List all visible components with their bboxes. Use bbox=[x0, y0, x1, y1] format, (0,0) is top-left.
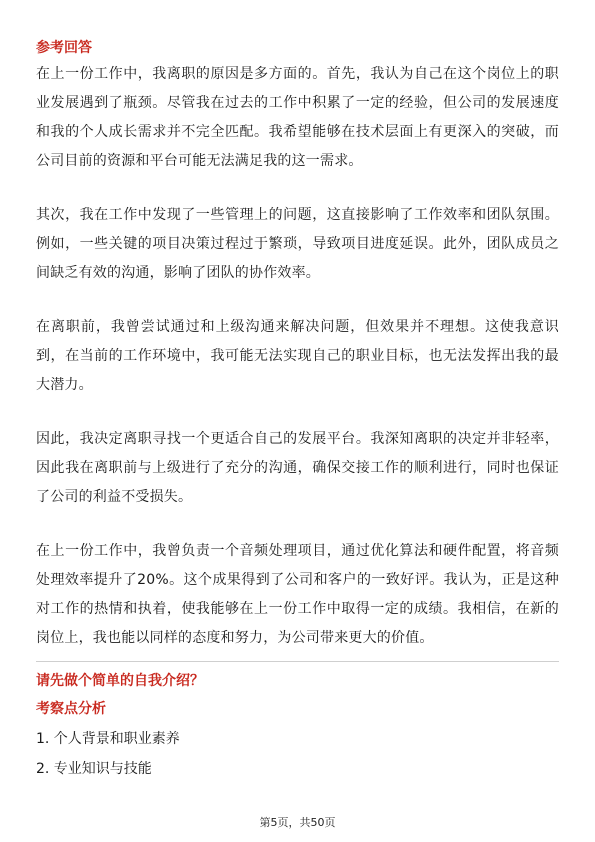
answer-paragraph-2: 其次，我在工作中发现了一些管理上的问题，这直接影响了工作效率和团队氛围。例如，一些关键的项目决策过程过于繁琐，导致项目进度延误。此外，团队成员之间缺乏有效的沟通，影响了团队的协作效率。 bbox=[36, 207, 559, 281]
analysis-heading: 考察点分析 bbox=[36, 701, 106, 717]
answer-paragraph-1: 在上一份工作中，我离职的原因是多方面的。首先，我认为自己在这个岗位上的职业发展遇到了瓶颈。尽管我在过去的工作中积累了一定的经验，但公司的发展速度和我的个人成长需求并不完全匹配。我希望能够在技术层面上有更深入的突破，而公司目前的资源和平台可能无法满足我的这一需求。 bbox=[36, 66, 559, 169]
answer-paragraph-4: 因此，我决定离职寻找一个更适合自己的发展平台。我深知离职的决定并非轻率，因此我在离职前与上级进行了充分的沟通，确保交接工作的顺利进行，同时也保证了公司的利益不受损失。 bbox=[36, 431, 559, 505]
analysis-item-1: 1. 个人背景和职业素养 bbox=[36, 731, 180, 747]
page-content bbox=[36, 38, 559, 784]
answer-heading: 参考回答 bbox=[36, 40, 92, 56]
answer-paragraph-3: 在离职前，我曾尝试通过和上级沟通来解决问题，但效果并不理想。这使我意识到，在当前的工作环境中，我可能无法实现自己的职业目标，也无法发挥出我的最大潜力。 bbox=[36, 319, 559, 393]
page-number-footer: 第5页，共50页 bbox=[259, 816, 336, 829]
analysis-list bbox=[36, 724, 559, 784]
next-question: 请先做个简单的自我介绍？ bbox=[36, 673, 204, 689]
answer-paragraph-5: 在上一份工作中，我曾负责一个音频处理项目，通过优化算法和硬件配置，将音频处理效率提升了20%。这个成果得到了公司和客户的一致好评。我认为，正是这种对工作的热情和执着，使我能够在上一份工作中取得一定的成绩。我相信，在新的岗位上，我也能以同样的态度和努力，为公司带来更大的价值。 bbox=[36, 543, 559, 646]
section-divider bbox=[36, 661, 559, 662]
analysis-item-2: 2. 专业知识与技能 bbox=[36, 761, 152, 777]
